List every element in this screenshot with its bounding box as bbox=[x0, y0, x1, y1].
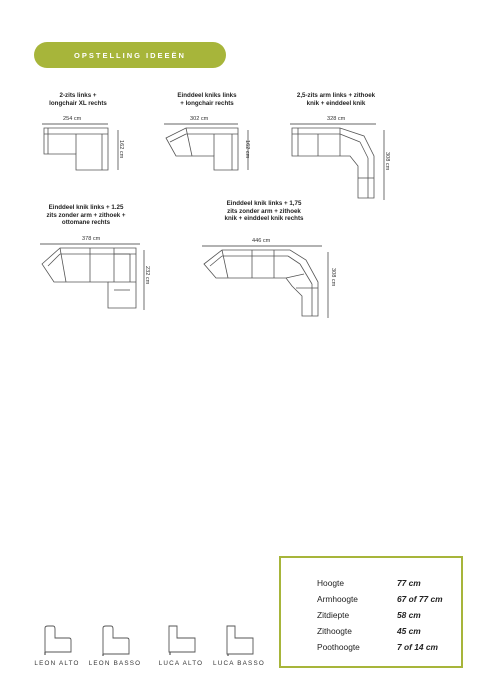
spec-row-poothoogte bbox=[317, 642, 457, 654]
config-4-sofa-diagram bbox=[38, 242, 148, 314]
config-5-title: Einddeel knik links + 1,75 zits zonder arm + zithoek knik + einddeel knik rechts bbox=[224, 200, 304, 223]
spec-value: 67 of 77 cm bbox=[397, 594, 443, 604]
config-2-title: Einddeel kniks links + longchair rechts bbox=[177, 92, 237, 107]
sofa-side-leon-alto-icon bbox=[39, 624, 75, 658]
config-1-title: 2-zits links + longchair XL rechts bbox=[49, 92, 107, 107]
spec-value: 45 cm bbox=[397, 626, 421, 636]
spec-label: Armhoogte bbox=[317, 594, 358, 604]
config-1-width-label: 254 cm bbox=[63, 116, 82, 122]
model-name: LEON ALTO bbox=[34, 660, 80, 667]
config-5-depth-label: 308 cm bbox=[330, 268, 336, 287]
spec-row-hoogte bbox=[317, 578, 457, 590]
config-4-width-label: 378 cm bbox=[82, 236, 101, 242]
config-2-sofa-diagram bbox=[162, 122, 252, 174]
config-2-width-label: 302 cm bbox=[190, 116, 209, 122]
specifications-box bbox=[279, 556, 463, 668]
model-name: LEON BASSO bbox=[88, 660, 142, 667]
config-3-sofa-diagram bbox=[288, 122, 388, 204]
model-luca-basso bbox=[212, 624, 266, 667]
config-3-title: 2,5-zits arm links + zithoek knik + einddeel knik bbox=[296, 92, 376, 107]
model-name: LUCA ALTO bbox=[158, 660, 204, 667]
config-3-depth-label: 308 cm bbox=[384, 152, 390, 171]
section-title: OPSTELLING IDEEËN bbox=[74, 50, 186, 60]
spec-row-zithoogte bbox=[317, 626, 457, 638]
model-leon-basso bbox=[88, 624, 142, 667]
spec-value: 58 cm bbox=[397, 610, 421, 620]
sofa-side-luca-alto-icon bbox=[163, 624, 199, 658]
sofa-side-leon-basso-icon bbox=[97, 624, 133, 658]
spec-value: 77 cm bbox=[397, 578, 421, 588]
spec-label: Zitdiepte bbox=[317, 610, 350, 620]
spec-value: 7 of 14 cm bbox=[397, 642, 438, 652]
spec-label: Poothoogte bbox=[317, 642, 360, 652]
sofa-side-luca-basso-icon bbox=[221, 624, 257, 658]
spec-row-armhoogte bbox=[317, 594, 457, 606]
spec-label: Zithoogte bbox=[317, 626, 352, 636]
section-header-pill bbox=[34, 42, 226, 68]
config-1-sofa-diagram bbox=[40, 122, 122, 174]
model-luca-alto bbox=[154, 624, 208, 667]
config-2-depth-label: 162 cm bbox=[244, 140, 250, 159]
model-name: LUCA BASSO bbox=[213, 660, 265, 667]
config-4-title: Einddeel knik links + 1.25 zits zonder arm + zithoek + ottomane rechts bbox=[46, 204, 126, 227]
config-3-width-label: 328 cm bbox=[327, 116, 346, 122]
model-leon-alto bbox=[30, 624, 84, 667]
config-4-depth-label: 232 cm bbox=[144, 266, 150, 285]
config-5-width-label: 446 cm bbox=[252, 238, 271, 244]
config-1-depth-label: 162 cm bbox=[118, 140, 124, 159]
spec-label: Hoogte bbox=[317, 578, 345, 588]
config-5-sofa-diagram bbox=[200, 244, 334, 322]
spec-row-zitdiepte bbox=[317, 610, 457, 622]
